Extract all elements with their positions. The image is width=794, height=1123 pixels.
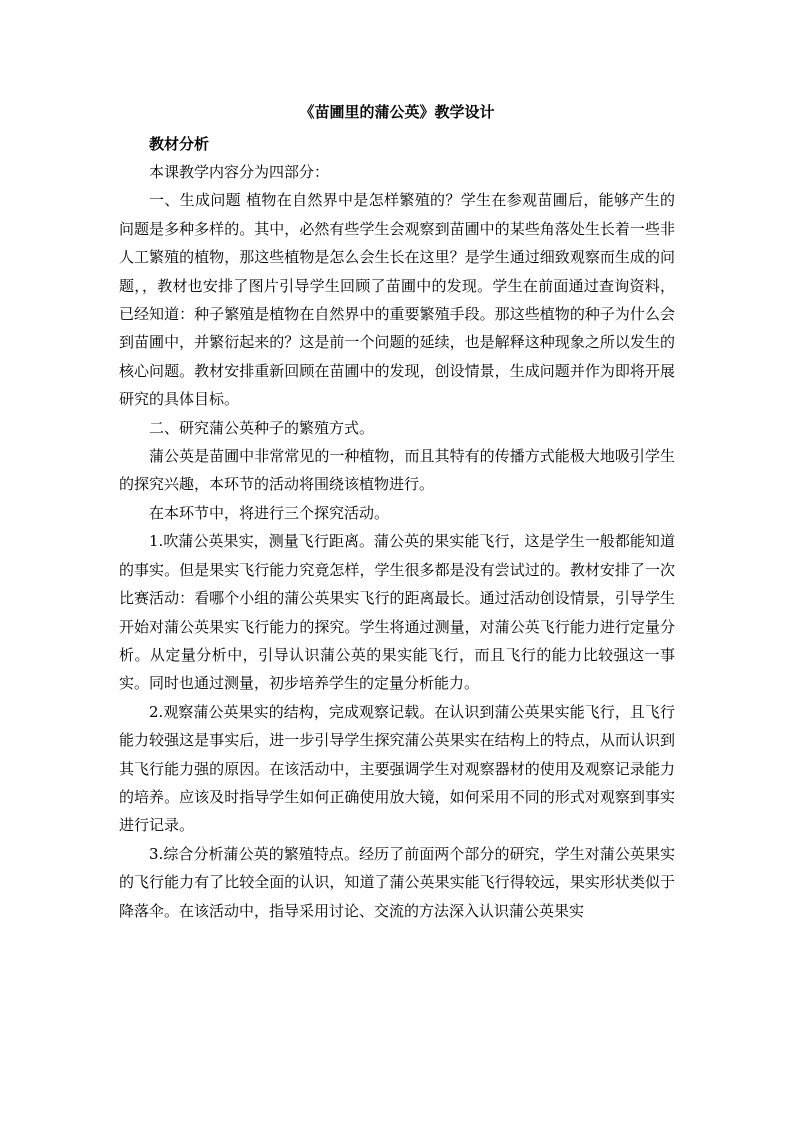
paragraph-three-activities: 在本环节中，将进行三个探究活动。 — [149, 503, 390, 522]
section-heading: 教材分析 — [149, 135, 210, 153]
paragraph-intro: 本课教学内容分为四部分： — [149, 163, 330, 181]
paragraph-activity-one: 1.吹蒲公英果实，测量飞行距离。蒲公英的果实能飞行，这是学生一般都能知道的事实。但是果实飞行能力究竟怎样，学生很多都是没有尝试过的。教材安排了一次比赛活动：看哪个小组的蒲公英果实飞行的距离最长。通过活动创设情景，引导学生开始对蒲公英果实飞行能力的探究。学生将通过测量，对蒲公英飞行能力进行定量分析。从定量分析中，引导认识蒲公英的果实能飞行，而且飞行的能力比较强这一事实。同时也通过测量，初步培养学生的定量分析能力。 — [119, 532, 675, 693]
document-page — [119, 98, 675, 925]
paragraph-activity-two: 2.观察蒲公英果实的结构，完成观察记载。在认识到蒲公英果实能飞行，且飞行能力较强这是事实后，进一步引导学生探究蒲公英果实在结构上的特点，从而认识到其飞行能力强的原因。在该活动中，主要强调学生对观察器材的使用及观察记录能力的培养。应该及时指导学生如何正确使用放大镜，如何采用不同的形式对观察到事实进行记录。 — [119, 702, 675, 835]
paragraph-activity-three: 3.综合分析蒲公英的繁殖特点。经历了前面两个部分的研究，学生对蒲公英果实的飞行能力有了比较全面的认识，知道了蒲公英果实能飞行得较远，果实形状类似于降落伞。在该活动中，指导采用讨论、交流的方法深入认识蒲公英果实 — [119, 844, 675, 920]
paragraph-dandelion-intro: 蒲公英是苗圃中非常常见的一种植物，而且其特有的传播方式能极大地吸引学生的探究兴趣，本环节的活动将围绕该植物进行。 — [119, 447, 675, 494]
document-title: 《苗圃里的蒲公英》教学设计 — [299, 103, 495, 121]
paragraph-part-two-heading: 二、研究蒲公英种子的繁殖方式。 — [149, 418, 375, 437]
paragraph-part-one: 一、生成问题 植物在自然界中是怎样繁殖的？学生在参观苗圃后，能够产生的问题是多种多样的。其中，必然有些学生会观察到苗圃中的某些角落处生长着一些非人工繁殖的植物，那这些植物是怎么会生长在这里？是学生通过细致观察而生成的问题，，教材也安排了图片引导学生回顾了苗圃中的发现。学生在前面通过查询资料，已经知道：种子繁殖是植物在自然界中的重要繁殖手段。那这些植物的种子为什么会到苗圃中，并繁衍起来的？这是前一个问题的延续，也是解释这种现象之所以发生的核心问题。教材安排重新回顾在苗圃中的发现，创设情景，生成问题并作为即将开展研究的具体目标。 — [119, 191, 675, 409]
